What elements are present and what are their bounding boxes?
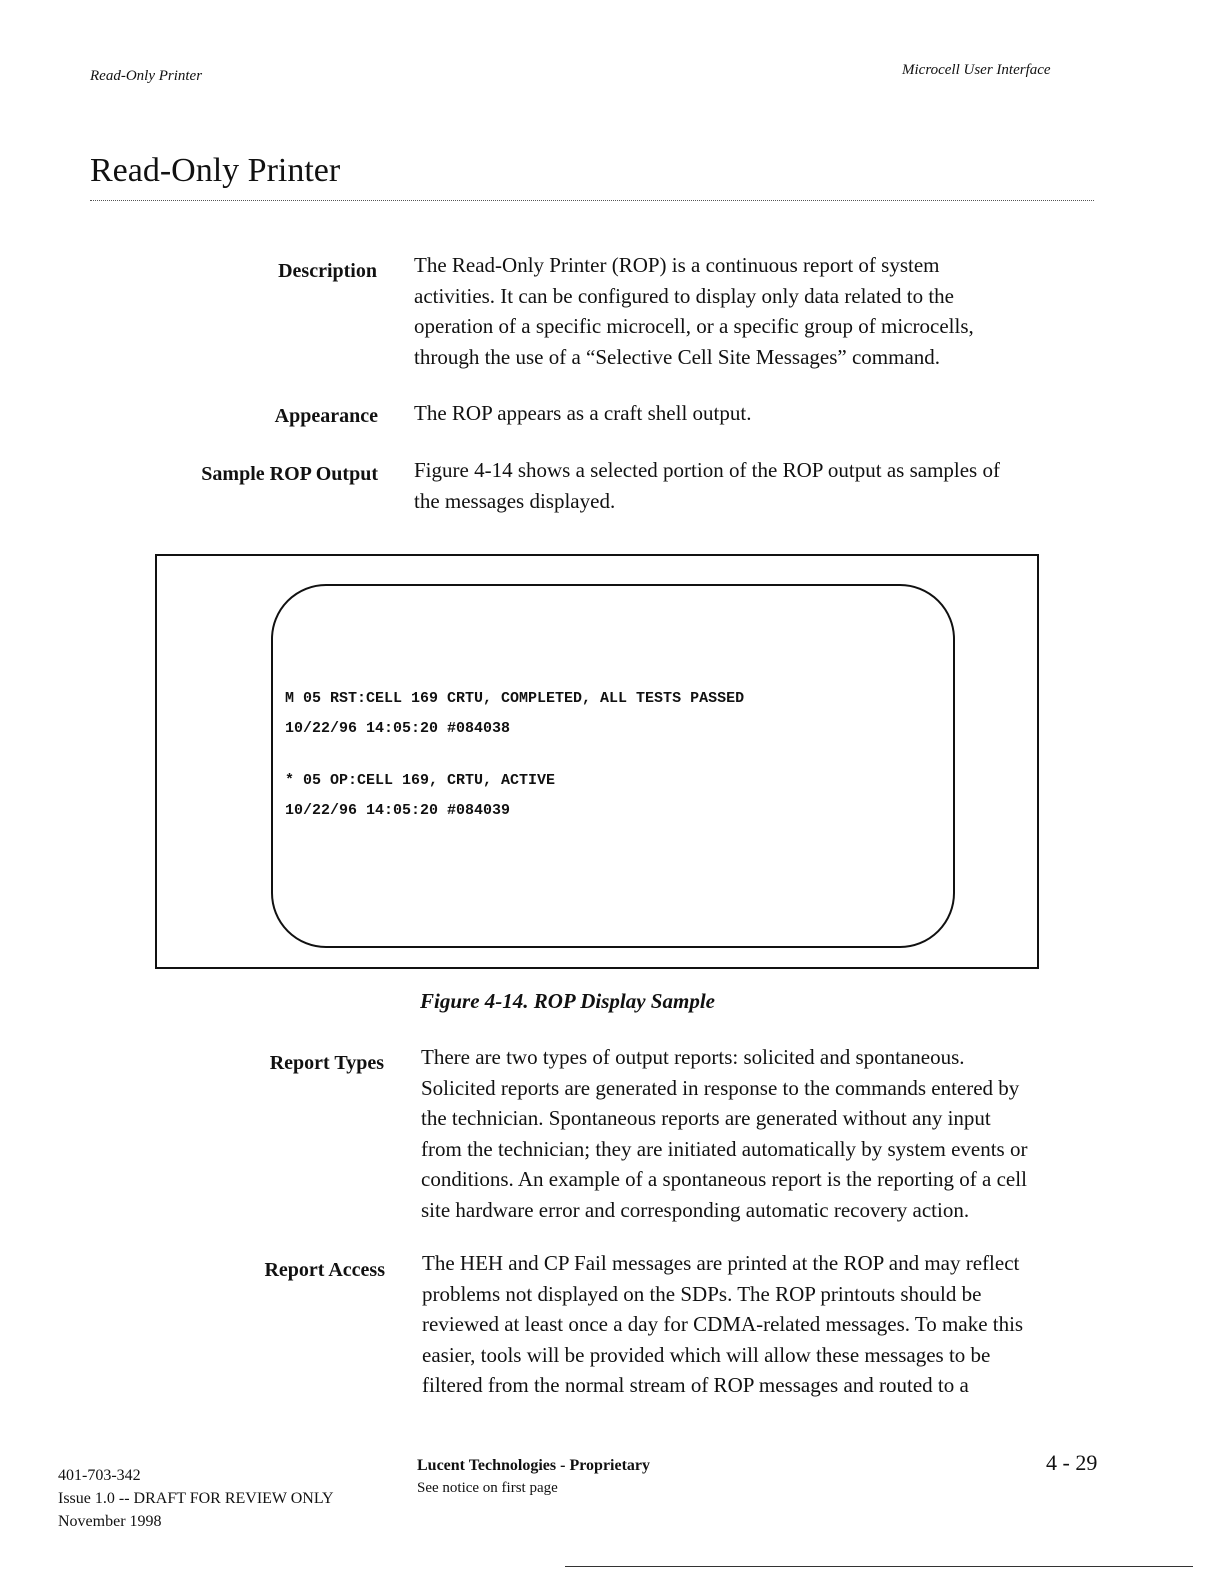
section-label-report-types: Report Types — [269, 1052, 384, 1074]
text-line: conditions. An example of a spontaneous report is the reporting of a cell — [421, 1167, 1027, 1191]
text-line: the technician. Spontaneous reports are generated without any input — [421, 1106, 991, 1130]
text-line: activities. It can be configured to display only data related to the — [414, 283, 954, 308]
issue-status: Issue 1.0 -- DRAFT FOR REVIEW ONLY — [58, 1490, 334, 1507]
screen-line: M 05 RST:CELL 169 CRTU, COMPLETED, ALL TESTS PASSED — [285, 690, 745, 707]
terminal-screen-outline — [271, 584, 955, 948]
text-line: problems not displayed on the SDPs. The ROP printouts should be — [422, 1281, 982, 1306]
proprietary-notice: Lucent Technologies - Proprietary — [417, 1457, 651, 1474]
text-line: The Read-Only Printer (ROP) is a continuous report of system — [414, 253, 940, 277]
document-number: 401-703-342 — [58, 1467, 141, 1484]
section-body-report-types — [421, 1042, 1121, 1225]
text-line: site hardware error and corresponding automatic recovery action. — [421, 1197, 970, 1222]
page-number: 4 - 29 — [1046, 1450, 1098, 1475]
screen-line: 10/22/96 14:05:20 #084038 — [285, 720, 511, 737]
page-title: Read-Only Printer — [90, 152, 341, 189]
screen-line: 10/22/96 14:05:20 #084039 — [285, 802, 511, 819]
figure-caption: Figure 4-14. ROP Display Sample — [420, 989, 715, 1013]
section-label-description: Description — [278, 260, 377, 282]
section-body-report-access — [422, 1248, 1122, 1401]
section-body-appearance — [414, 398, 1114, 429]
issue-date: November 1998 — [58, 1513, 162, 1530]
footer-proprietary — [417, 1454, 650, 1500]
bottom-divider — [565, 1566, 1193, 1567]
text-line: easier, tools will be provided which will allow these messages to be — [422, 1342, 991, 1367]
screen-line: * 05 OP:CELL 169, CRTU, ACTIVE — [285, 772, 556, 789]
text-line: from the technician; they are initiated automatically by system events or — [421, 1136, 1028, 1161]
footer-document-info — [58, 1464, 334, 1533]
text-line: operation of a specific microcell, or a specific group of microcells, — [414, 314, 974, 338]
text-line: through the use of a “Selective Cell Site Messages” command. — [414, 344, 941, 369]
text-line: Solicited reports are generated in response to the commands entered by — [421, 1075, 1020, 1100]
notice-reference: See notice on first page — [417, 1480, 558, 1496]
running-header-left: Read-Only Printer — [90, 68, 203, 84]
text-line: The HEH and CP Fail messages are printed at the ROP and may reflect — [422, 1251, 1020, 1275]
section-label-appearance: Appearance — [274, 405, 378, 427]
title-divider — [90, 200, 1094, 201]
text-line: There are two types of output reports: solicited and spontaneous. — [421, 1045, 965, 1069]
text-line: reviewed at least once a day for CDMA-related messages. To make this — [422, 1312, 1024, 1336]
section-label-sample-output: Sample ROP Output — [201, 463, 378, 485]
text-line: The ROP appears as a craft shell output. — [414, 401, 752, 425]
section-body-description — [414, 250, 1114, 372]
text-line: Figure 4-14 shows a selected portion of the ROP output as samples of — [414, 458, 1000, 482]
text-line: filtered from the normal stream of ROP messages and routed to a — [422, 1373, 969, 1397]
section-body-sample-output — [414, 455, 1114, 516]
running-header-right: Microcell User Interface — [902, 62, 1051, 78]
text-line: the messages displayed. — [414, 488, 616, 513]
figure-frame — [155, 554, 1039, 969]
section-label-report-access: Report Access — [264, 1259, 385, 1281]
